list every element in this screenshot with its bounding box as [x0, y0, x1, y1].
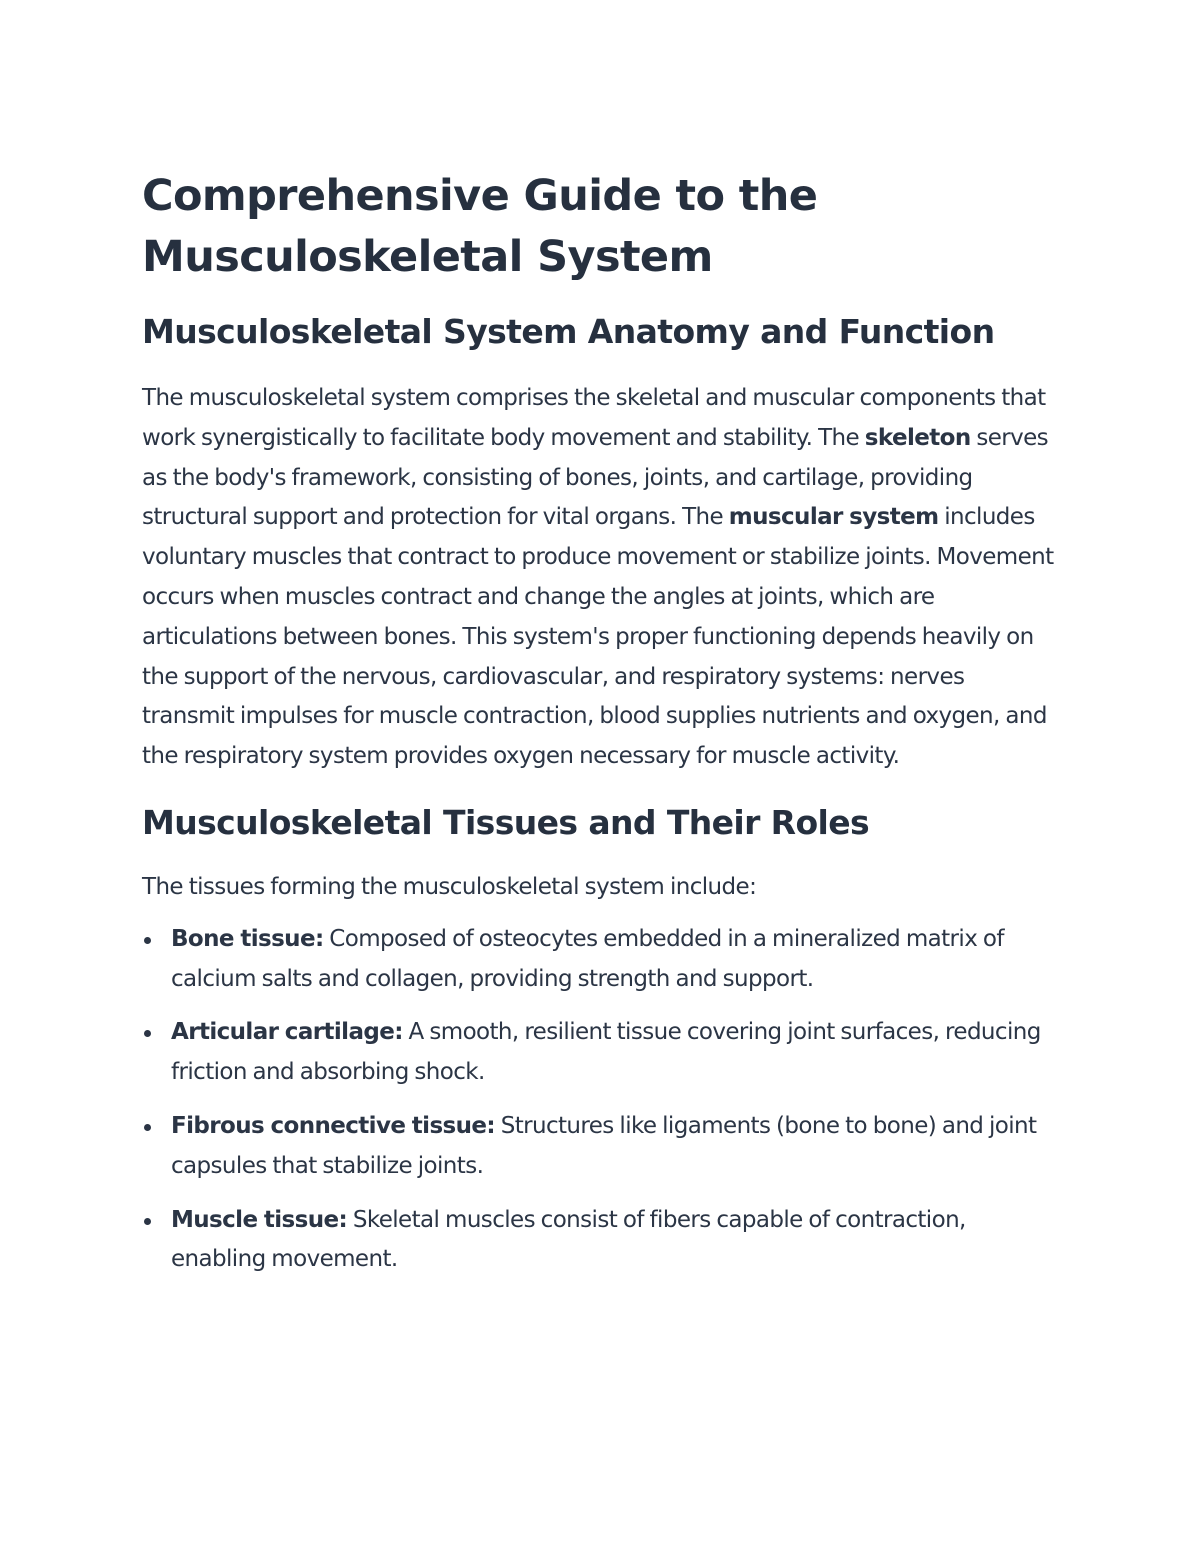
list-item-text: Composed of osteocytes embedded in a mineralized matrix of calcium salts and collagen, providing strength and support. [171, 925, 1004, 992]
paragraph-text: includes voluntary muscles that contract to produce movement or stabilize joints. Movement occurs when muscles contract and change the angles at joints, which are articulations between bones. This system's proper functioning depends heavily on the support of the nervous, cardiovascular, and respiratory systems: nerves transmit impulses for muscle contraction, blood supplies nutrients and oxygen, and the respiratory system provides oxygen necessary for muscle activity. [142, 504, 1054, 770]
list-item-term: Fibrous connective tissue: [171, 1112, 495, 1139]
list-item-term: Articular cartilage: [171, 1019, 403, 1046]
list-item [142, 920, 1062, 1000]
list-item-term: Muscle tissue: [171, 1206, 348, 1233]
paragraph-text: The musculoskeletal system comprises the skeletal and muscular components that work synergistically to facilitate body movement and stability. The [142, 385, 1046, 451]
list-item [142, 1013, 1062, 1093]
list-item-text: Skeletal muscles consist of fibers capable of contraction, enabling movement. [171, 1206, 966, 1273]
tissue-list [142, 920, 1062, 1280]
list-item-text: Structures like ligaments (bone to bone) and joint capsules that stabilize joints. [171, 1112, 1037, 1179]
bullet-icon [144, 1030, 151, 1037]
list-item [142, 1107, 1062, 1187]
paragraph-text: serves as the body's framework, consisting of bones, joints, and cartilage, providing structural support and protection for vital organs. The [142, 424, 1049, 531]
section-heading-tissues: Musculoskeletal Tissues and Their Roles [142, 802, 870, 842]
bold-term-muscular-system: muscular system [728, 504, 939, 531]
list-item-term: Bone tissue: [171, 925, 324, 952]
bullet-icon [144, 937, 151, 944]
bullet-icon [144, 1124, 151, 1131]
page-title: Comprehensive Guide to the Musculoskeletal System [142, 171, 818, 282]
section-heading-anatomy: Musculoskeletal System Anatomy and Function [142, 312, 995, 351]
list-item [142, 1201, 1062, 1281]
bullet-icon [144, 1218, 151, 1225]
tissues-intro: The tissues forming the musculoskeletal system include: [142, 873, 757, 900]
document-page [142, 166, 1062, 1294]
anatomy-paragraph [142, 379, 1062, 777]
bold-term-skeleton: skeleton [864, 424, 971, 451]
list-item-text: A smooth, resilient tissue covering joint surfaces, reducing friction and absorbing shock. [171, 1019, 1041, 1086]
